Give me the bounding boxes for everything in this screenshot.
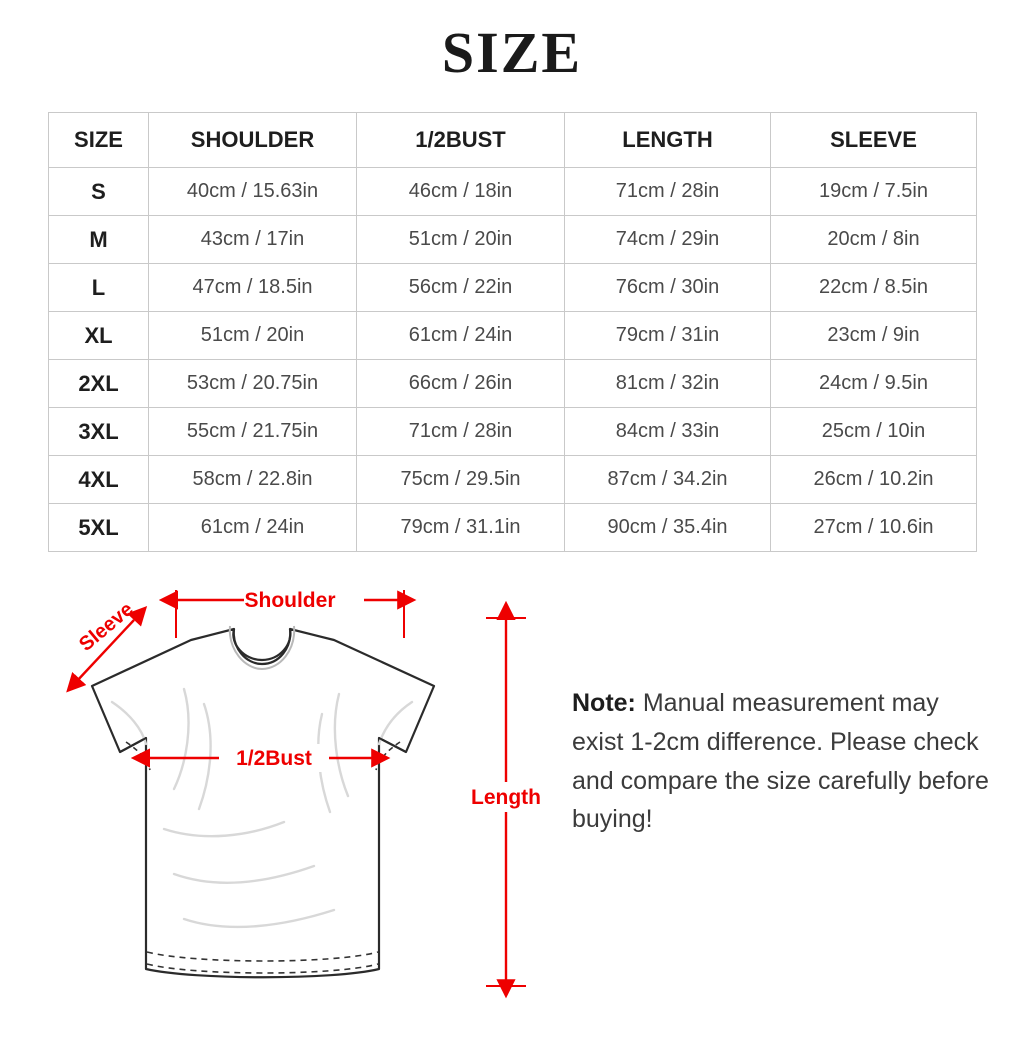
cell-sleeve: 25cm / 10in [771,408,977,456]
size-chart-table [48,112,977,552]
cell-bust: 61cm / 24in [357,312,565,360]
cell-size: 2XL [49,360,149,408]
note-text: Manual measurement may exist 1-2cm difference. Please check and compare the size carefully before buying! [572,689,989,834]
length-measurement-annotation [466,618,548,986]
note-block [572,684,992,839]
cell-sleeve: 22cm / 8.5in [771,264,977,312]
cell-size: L [49,264,149,312]
cell-sleeve: 19cm / 7.5in [771,168,977,216]
label-bust: 1/2Bust [236,747,312,770]
table-row [49,216,977,264]
cell-size: 4XL [49,456,149,504]
table-row [49,360,977,408]
table-row [49,504,977,552]
table-row [49,408,977,456]
cell-bust: 79cm / 31.1in [357,504,565,552]
cell-length: 90cm / 35.4in [565,504,771,552]
cell-length: 71cm / 28in [565,168,771,216]
cell-shoulder: 43cm / 17in [149,216,357,264]
cell-shoulder: 47cm / 18.5in [149,264,357,312]
cell-size: XL [49,312,149,360]
cell-shoulder: 61cm / 24in [149,504,357,552]
note-label: Note: [572,689,636,717]
cell-sleeve: 24cm / 9.5in [771,360,977,408]
table-header-row [49,113,977,168]
measurement-guide-section [0,574,1024,1034]
label-sleeve: Sleeve [75,598,138,656]
column-header-size: SIZE [49,113,149,168]
cell-length: 81cm / 32in [565,360,771,408]
table-body [49,168,977,552]
cell-length: 84cm / 33in [565,408,771,456]
cell-shoulder: 53cm / 20.75in [149,360,357,408]
cell-size: M [49,216,149,264]
cell-bust: 56cm / 22in [357,264,565,312]
size-chart-table-container [48,112,976,552]
page-title: SIZE [441,20,583,85]
cell-bust: 46cm / 18in [357,168,565,216]
cell-length: 87cm / 34.2in [565,456,771,504]
label-length: Length [471,786,541,809]
column-header-sleeve: SLEEVE [771,113,977,168]
table-row [49,168,977,216]
cell-shoulder: 58cm / 22.8in [149,456,357,504]
cell-size: 5XL [49,504,149,552]
cell-shoulder: 40cm / 15.63in [149,168,357,216]
cell-shoulder: 51cm / 20in [149,312,357,360]
cell-length: 74cm / 29in [565,216,771,264]
table-header [49,113,977,168]
tshirt-measurement-diagram [34,574,554,1024]
cell-sleeve: 27cm / 10.6in [771,504,977,552]
column-header-bust: 1/2BUST [357,113,565,168]
cell-shoulder: 55cm / 21.75in [149,408,357,456]
column-header-length: LENGTH [565,113,771,168]
table-row [49,312,977,360]
cell-sleeve: 26cm / 10.2in [771,456,977,504]
label-shoulder: Shoulder [244,589,336,612]
cell-length: 76cm / 30in [565,264,771,312]
cell-length: 79cm / 31in [565,312,771,360]
cell-sleeve: 20cm / 8in [771,216,977,264]
cell-size: S [49,168,149,216]
cell-bust: 66cm / 26in [357,360,565,408]
cell-size: 3XL [49,408,149,456]
cell-bust: 75cm / 29.5in [357,456,565,504]
cell-bust: 71cm / 28in [357,408,565,456]
cell-bust: 51cm / 20in [357,216,565,264]
column-header-shoulder: SHOULDER [149,113,357,168]
table-row [49,264,977,312]
table-row [49,456,977,504]
cell-sleeve: 23cm / 9in [771,312,977,360]
